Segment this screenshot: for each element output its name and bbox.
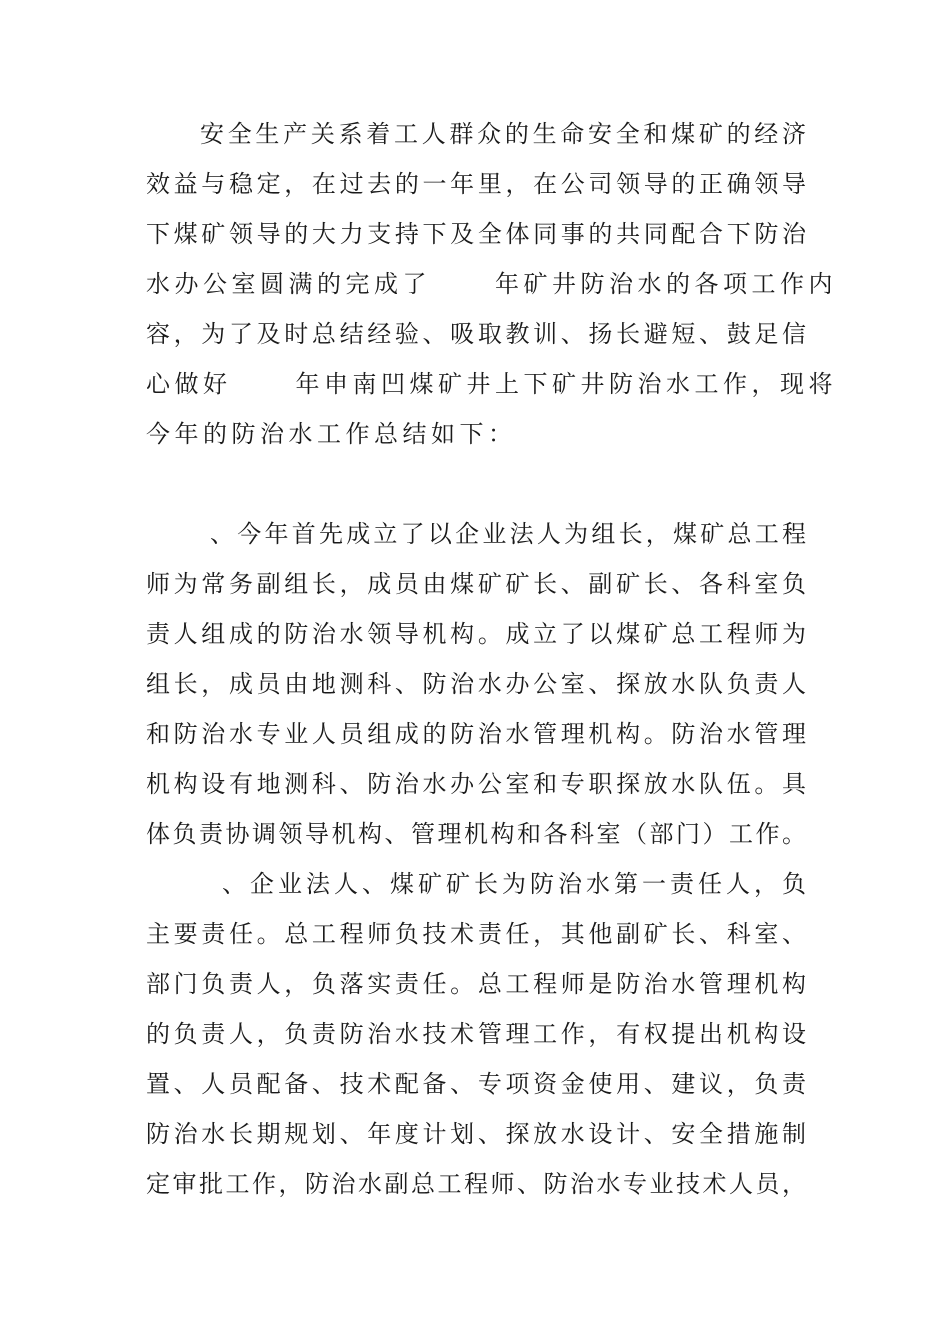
paragraph-1-line-4-part-2: 年矿井防治水的各项工作内 — [495, 270, 837, 298]
paragraph-3-line-7: 定审批工作，防治水副总工程师、防治水专业技术人员， — [146, 1170, 806, 1198]
paragraph-1-line-4-part-1: 水办公室圆满的完成了 — [146, 270, 431, 298]
paragraph-3-line-3: 部门负责人，负落实责任。总工程师是防治水管理机构 — [146, 970, 806, 998]
paragraph-3-line-1: 、企业法人、煤矿矿长为防治水第一责任人，负 — [222, 870, 806, 898]
paragraph-1-line-6-part-1: 心做好 — [146, 370, 232, 398]
paragraph-1-line-4 — [146, 264, 837, 304]
paragraph-2-line-1: 、今年首先成立了以企业法人为组长，煤矿总工程 — [210, 520, 806, 548]
paragraph-1-line-2: 效益与稳定，在过去的一年里，在公司领导的正确领导 — [146, 170, 806, 198]
paragraph-1-line-6 — [146, 364, 837, 404]
paragraph-3-line-4: 的负责人，负责防治水技术管理工作，有权提出机构设 — [146, 1020, 806, 1048]
paragraph-1-line-3: 下煤矿领导的大力支持下及全体同事的共同配合下防治 — [146, 220, 806, 248]
paragraph-2-line-4: 组长，成员由地测科、防治水办公室、探放水队负责人 — [146, 670, 806, 698]
paragraph-3-line-2: 主要责任。总工程师负技术责任，其他副矿长、科室、 — [146, 920, 806, 948]
paragraph-1-line-7: 今年的防治水工作总结如下： — [146, 420, 517, 448]
paragraph-2-line-3: 责人组成的防治水领导机构。成立了以煤矿总工程师为 — [146, 620, 806, 648]
paragraph-3-line-6: 防治水长期规划、年度计划、探放水设计、安全措施制 — [146, 1120, 806, 1148]
paragraph-1-line-1: 安全生产关系着工人群众的生命安全和煤矿的经济 — [200, 120, 806, 148]
paragraph-1-line-6-part-2: 年申南凹煤矿井上下矿井防治水工作，现将 — [295, 370, 837, 398]
paragraph-2-line-6: 机构设有地测科、防治水办公室和专职探放水队伍。具 — [146, 770, 806, 798]
paragraph-3-line-5: 置、人员配备、技术配备、专项资金使用、建议，负责 — [146, 1070, 806, 1098]
paragraph-2-line-2: 师为常务副组长，成员由煤矿矿长、副矿长、各科室负 — [146, 570, 806, 598]
paragraph-2-line-7: 体负责协调领导机构、管理机构和各科室（部门）工作。 — [146, 820, 806, 848]
paragraph-2-line-5: 和防治水专业人员组成的防治水管理机构。防治水管理 — [146, 720, 806, 748]
paragraph-1-line-5: 容，为了及时总结经验、吸取教训、扬长避短、鼓足信 — [146, 320, 806, 348]
